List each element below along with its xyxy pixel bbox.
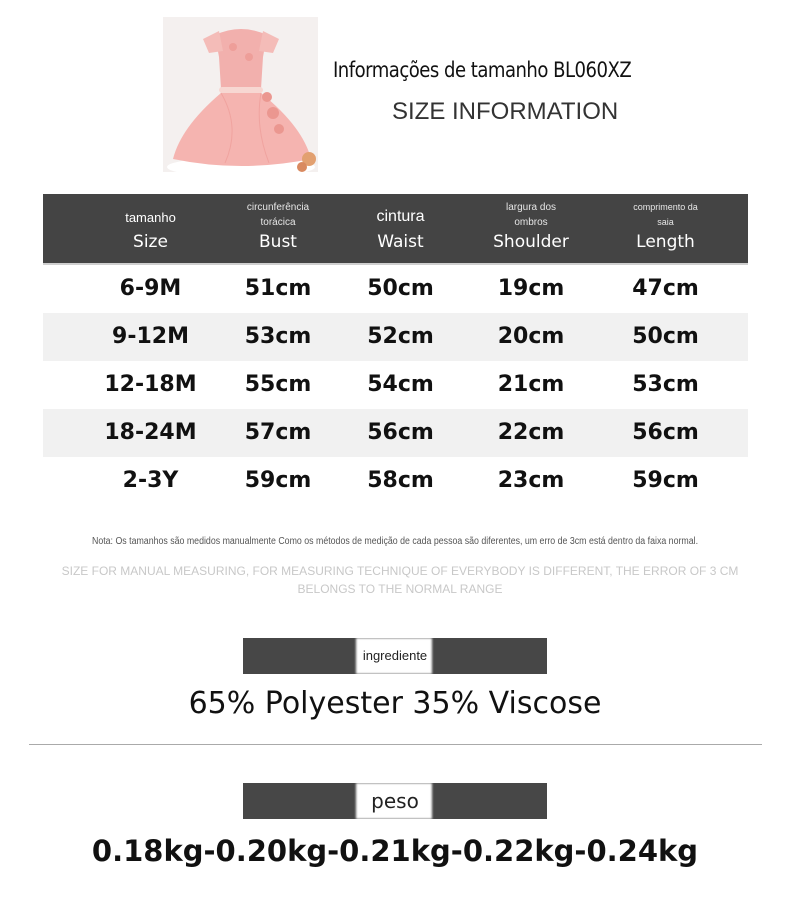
- header-size-pt: tamanho: [125, 210, 176, 225]
- ingredients-label: ingrediente: [362, 648, 428, 663]
- cell-waist: 50cm: [367, 276, 434, 301]
- cell-bust: 57cm: [244, 420, 312, 445]
- cell-waist: 52cm: [367, 324, 434, 349]
- cell-waist: 54cm: [367, 372, 434, 397]
- size-table: [43, 194, 748, 505]
- cell-length: 56cm: [632, 420, 699, 445]
- dress-image: [163, 17, 318, 172]
- cell-length: 59cm: [632, 468, 699, 493]
- cell-size: 18-24M: [104, 420, 197, 445]
- header-shoulder-pt: largura dos ombros: [505, 202, 557, 228]
- cell-waist: 56cm: [367, 420, 434, 445]
- cell-bust: 51cm: [244, 276, 312, 301]
- header-shoulder: [461, 194, 601, 263]
- cell-length: 47cm: [632, 276, 699, 301]
- header-waist: [333, 194, 468, 263]
- cell-bust: 53cm: [244, 324, 312, 349]
- header-bust-pt: circunferência torácica: [246, 202, 310, 228]
- measurement-note-en: SIZE FOR MANUAL MEASURING, FOR MEASURING TECHNIQUE OF EVERYBODY IS DIFFERENT, THE ERROR OF 3 CM BELONGS TO THE NORMAL RANGE: [61, 564, 739, 596]
- title-portuguese: Informações de tamanho BL060XZ: [333, 58, 632, 82]
- cell-length: 50cm: [632, 324, 699, 349]
- cell-size: 12-18M: [104, 372, 197, 397]
- measurement-note-pt: Nota: Os tamanhos são medidos manualmente Como os métodos de medição de cada pessoa são diferentes, um erro de 3cm está dentro da faixa normal.: [91, 536, 699, 547]
- cell-size: 2-3Y: [122, 468, 179, 493]
- header-length: [598, 194, 733, 263]
- cell-shoulder: 21cm: [497, 372, 565, 397]
- title-english: SIZE INFORMATION: [392, 98, 619, 125]
- product-photo: [163, 17, 318, 172]
- table-row: [43, 313, 748, 361]
- cell-shoulder: 19cm: [497, 276, 565, 301]
- header-length-en: Length: [636, 232, 695, 252]
- table-row: [43, 457, 748, 505]
- table-row: [43, 265, 748, 313]
- header-size-en: Size: [133, 232, 168, 252]
- cell-size: 6-9M: [119, 276, 182, 301]
- cell-length: 53cm: [632, 372, 699, 397]
- header-bust: [208, 194, 348, 263]
- cell-waist: 58cm: [367, 468, 434, 493]
- weight-label-bar: [243, 783, 547, 819]
- weight-label: peso: [371, 789, 419, 813]
- divider: [29, 744, 762, 745]
- header-shoulder-en: Shoulder: [493, 232, 569, 252]
- header-bust-en: Bust: [259, 232, 297, 252]
- table-row: [43, 361, 748, 409]
- fabric-composition: 65% Polyester 35% Viscose: [188, 686, 602, 721]
- cell-size: 9-12M: [112, 324, 189, 349]
- cell-shoulder: 23cm: [497, 468, 565, 493]
- table-header: [43, 194, 748, 265]
- cell-bust: 59cm: [244, 468, 312, 493]
- header-waist-en: Waist: [377, 232, 424, 252]
- cell-shoulder: 22cm: [497, 420, 565, 445]
- table-row: [43, 409, 748, 457]
- header-waist-pt: cintura: [376, 208, 425, 225]
- cell-shoulder: 20cm: [497, 324, 565, 349]
- weight-values: 0.18kg-0.20kg-0.21kg-0.22kg-0.24kg: [91, 834, 699, 868]
- cell-bust: 55cm: [244, 372, 312, 397]
- header-length-pt: comprimento da saia: [633, 202, 698, 227]
- header-size: [83, 194, 218, 263]
- ingredients-label-bar: [243, 638, 547, 674]
